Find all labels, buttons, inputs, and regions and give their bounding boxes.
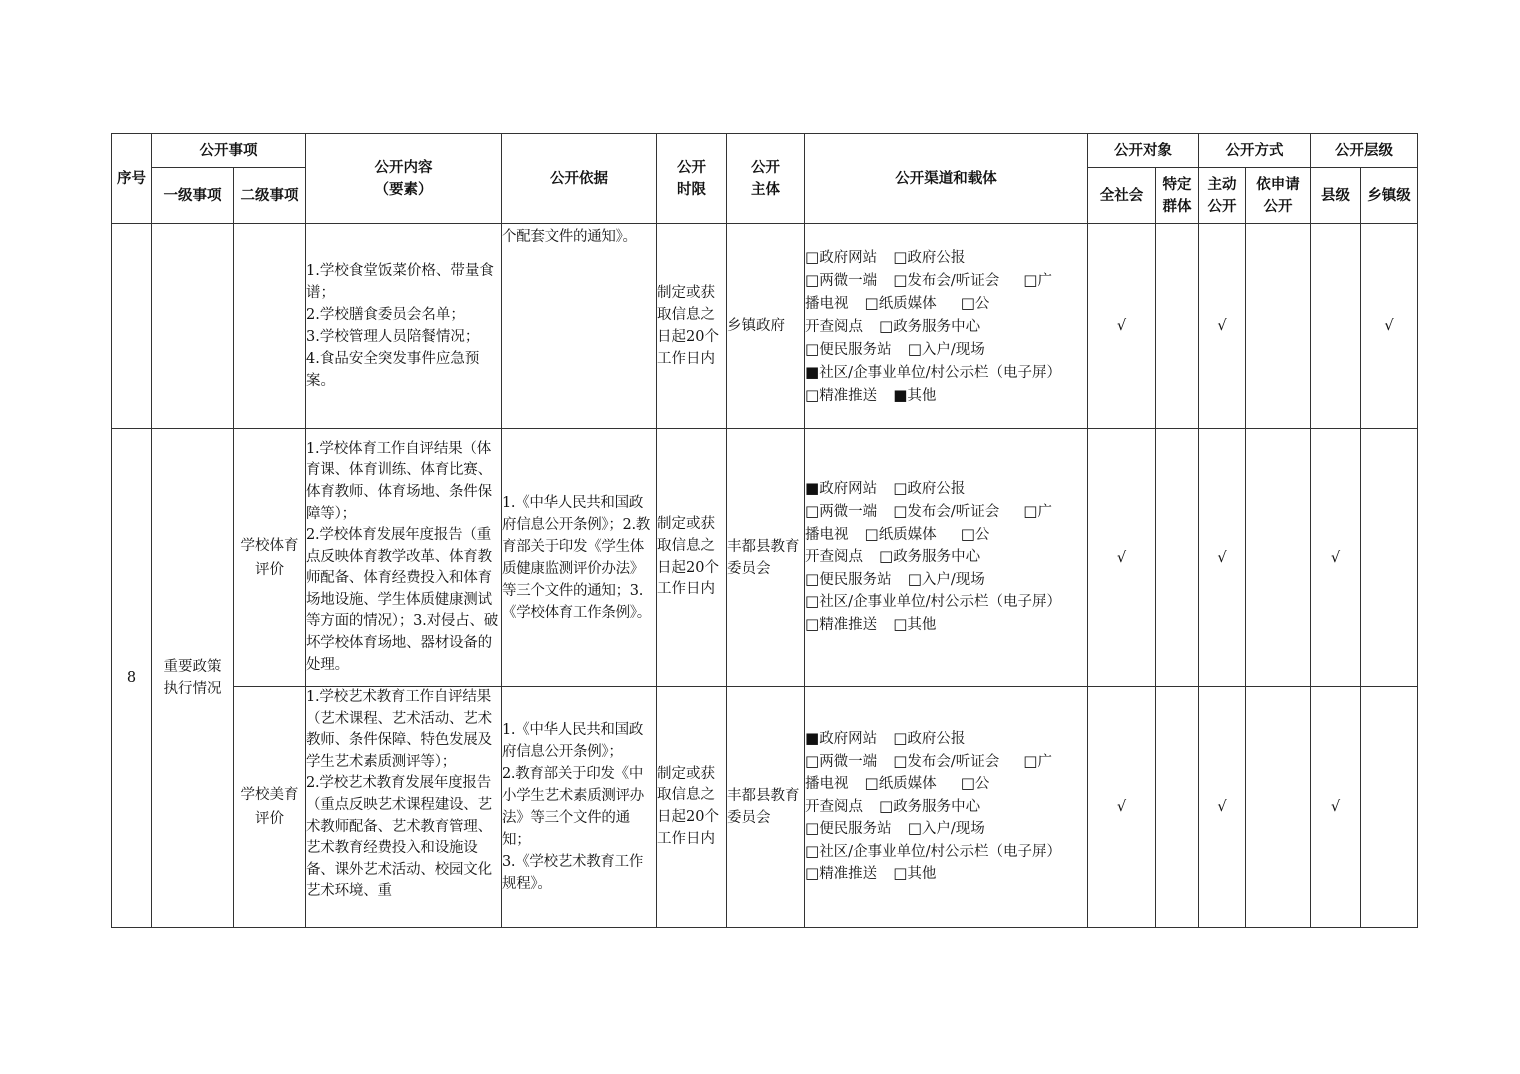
channel-label: 政府公报: [907, 249, 966, 266]
cell-level2: 学校体育评价: [234, 429, 306, 687]
channel-line: [805, 773, 1087, 796]
unchecked-box-icon: □: [1023, 751, 1038, 770]
channel-label: 社区/企事业单位/村公示栏（电子屏）: [819, 594, 1061, 611]
channel-label: 两微一端: [819, 504, 878, 521]
header-basis: 公开依据: [502, 134, 657, 224]
header-target-specific-line1: 特定: [1162, 175, 1192, 193]
cell-level2: [234, 224, 306, 429]
unchecked-box-icon: □: [893, 864, 908, 883]
channel-label: 纸质媒体: [878, 776, 937, 793]
channel-label: 其他: [907, 866, 937, 883]
cell-limit: 制定或获取信息之日起20个工作日内: [657, 687, 727, 928]
channel-line: [805, 841, 1087, 864]
text-line: 1.学校体育工作自评结果（体育课、体育训练、体育比赛、体育教师、体育场地、条件保障等）；: [306, 440, 492, 522]
unchecked-box-icon: □: [805, 502, 820, 521]
unchecked-box-icon: □: [805, 270, 820, 289]
unchecked-box-icon: □: [805, 751, 820, 770]
cell-town: [1361, 429, 1418, 687]
unchecked-box-icon: □: [879, 316, 894, 335]
header-target-all: 全社会: [1088, 168, 1156, 224]
table-row: [112, 429, 1418, 687]
text-line: 2.学校艺术教育发展年度报告（重点反映艺术课程建设、艺术教师配备、艺术教育管理、艺术教育经费投入和设施设备、课外艺术活动、校园文化艺术环境、重: [306, 775, 492, 900]
cell-seq: [112, 224, 152, 429]
cell-all-society: √: [1088, 687, 1156, 928]
text-line: 4.食品安全突发事件应急预案。: [306, 351, 480, 389]
channel-label: 政务服务中心: [893, 318, 981, 335]
channel-label: 两微一端: [819, 272, 878, 289]
channel-line: [805, 478, 1087, 501]
text-line: 1.学校食堂饭菜价格、带量食谱；: [306, 263, 494, 301]
cell-level1: [152, 224, 234, 429]
channel-label: 政府公报: [907, 481, 966, 498]
channel-line: [805, 614, 1087, 637]
cell-basis: 个配套文件的通知》。: [502, 224, 657, 429]
unchecked-box-icon: □: [907, 569, 922, 588]
text-line: 1.《中华人民共和国政府信息公开条例》；: [502, 722, 644, 760]
channel-line: [805, 292, 1087, 315]
unchecked-box-icon: □: [907, 819, 922, 838]
header-mode-apply-line2: 公开: [1263, 197, 1293, 215]
cell-apply: [1246, 687, 1311, 928]
cell-content: [306, 224, 502, 429]
channel-label: 精准推送: [819, 616, 878, 633]
header-mode-active-line1: 主动: [1207, 175, 1237, 193]
unchecked-box-icon: □: [893, 614, 908, 633]
channel-line: [805, 246, 1087, 269]
channel-label: 开查阅点: [805, 798, 863, 815]
cell-specific: [1156, 429, 1199, 687]
cell-subject: 乡镇政府: [727, 224, 805, 429]
channel-label: 广: [1037, 753, 1052, 770]
header-target-specific: [1156, 168, 1199, 224]
channel-label: 开查阅点: [805, 549, 863, 566]
cell-subject: 丰都县教育委员会: [727, 429, 805, 687]
channel-label: 公: [974, 776, 990, 793]
header-limit-line2: 时限: [677, 180, 706, 198]
channel-label: 开查阅点: [805, 318, 863, 335]
unchecked-box-icon: □: [805, 864, 820, 883]
unchecked-box-icon: □: [893, 479, 908, 498]
channel-label: 公: [974, 526, 990, 543]
header-items-group: 公开事项: [152, 134, 306, 168]
unchecked-box-icon: □: [893, 751, 908, 770]
cell-content: [306, 687, 502, 928]
disclosure-table: [111, 133, 1418, 928]
channel-label: 播电视: [805, 526, 849, 543]
unchecked-box-icon: □: [893, 502, 908, 521]
channel-label: 公: [974, 295, 990, 312]
channel-label: 入户/现场: [921, 341, 985, 358]
header-limit-line1: 公开: [677, 158, 706, 176]
header-channels: 公开渠道和载体: [805, 134, 1088, 224]
cell-level1: 重要政策执行情况: [152, 429, 234, 928]
channel-label: 发布会/听证会: [907, 504, 1000, 521]
unchecked-box-icon: □: [805, 819, 820, 838]
text-line: 3.学校管理人员陪餐情况；: [306, 329, 480, 345]
cell-county: √: [1311, 429, 1361, 687]
header-mode-apply-line1: 依申请: [1256, 175, 1300, 193]
unchecked-box-icon: □: [960, 774, 975, 793]
channel-label: 发布会/听证会: [907, 753, 1000, 770]
channel-line: [805, 751, 1087, 774]
channel-label: 政务服务中心: [893, 798, 981, 815]
channel-line: [805, 384, 1087, 407]
unchecked-box-icon: □: [805, 569, 820, 588]
cell-channels: [805, 429, 1088, 687]
text-line: 2.教育部关于印发《中小学生艺术素质测评办法》等三个文件的通知；: [502, 766, 644, 848]
unchecked-box-icon: □: [864, 774, 879, 793]
header-target-group: 公开对象: [1088, 134, 1199, 168]
channel-line: [805, 863, 1087, 886]
cell-limit: 制定或获取信息之日起20个工作日内: [657, 429, 727, 687]
channel-label: 其他: [907, 387, 937, 404]
unchecked-box-icon: □: [864, 293, 879, 312]
channel-label: 其他: [907, 616, 937, 633]
cell-all-society: √: [1088, 429, 1156, 687]
header-subject-line1: 公开: [751, 158, 780, 176]
cell-apply: [1246, 224, 1311, 429]
unchecked-box-icon: □: [805, 592, 820, 611]
unchecked-box-icon: □: [893, 270, 908, 289]
table-row: [112, 687, 1418, 928]
channel-line: [805, 796, 1087, 819]
cell-county: √: [1311, 687, 1361, 928]
channel-label: 政府网站: [819, 481, 878, 498]
unchecked-box-icon: □: [805, 247, 820, 266]
channel-label: 发布会/听证会: [907, 272, 1000, 289]
channel-label: 纸质媒体: [878, 295, 937, 312]
cell-all-society: √: [1088, 224, 1156, 429]
channel-line: [805, 501, 1087, 524]
unchecked-box-icon: □: [1023, 270, 1038, 289]
header-target-specific-line2: 群体: [1162, 197, 1192, 215]
cell-county: [1311, 224, 1361, 429]
unchecked-box-icon: □: [805, 339, 820, 358]
cell-basis: 1.《中华人民共和国政府信息公开条例》；2.教育部关于印发《学生体质健康监测评价办法》等三个文件的通知；3.《学校体育工作条例》。: [502, 429, 657, 687]
header-content-line2: （要素）: [374, 180, 433, 198]
header-level2: 二级事项: [234, 168, 306, 224]
channel-line: [805, 728, 1087, 751]
channel-label: 便民服务站: [819, 341, 892, 358]
header-mode-active-line2: 公开: [1207, 197, 1237, 215]
cell-channels: [805, 224, 1088, 429]
channel-line: [805, 269, 1087, 292]
cell-active: √: [1199, 429, 1246, 687]
unchecked-box-icon: □: [805, 614, 820, 633]
header-subject-line2: 主体: [751, 180, 780, 198]
channel-label: 政府网站: [819, 249, 878, 266]
text-line: 1.学校艺术教育工作自评结果（艺术课程、艺术活动、艺术教师、条件保障、特色发展及学生艺术素质测评等）；: [306, 689, 492, 770]
channel-label: 便民服务站: [819, 571, 892, 588]
header-limit: [657, 134, 727, 224]
channel-line: [805, 338, 1087, 361]
checked-box-icon: ■: [805, 362, 820, 381]
channel-line: [805, 524, 1087, 547]
channel-line: [805, 591, 1087, 614]
checked-box-icon: ■: [805, 728, 820, 747]
unchecked-box-icon: □: [805, 385, 820, 404]
unchecked-box-icon: □: [893, 247, 908, 266]
header-level-group: 公开层级: [1311, 134, 1418, 168]
unchecked-box-icon: □: [879, 547, 894, 566]
channel-line: [805, 569, 1087, 592]
channel-label: 政府公报: [907, 730, 966, 747]
cell-seq: 8: [112, 429, 152, 928]
text-line: 2.学校膳食委员会名单；: [306, 307, 465, 323]
header-level-county: 县级: [1311, 168, 1361, 224]
cell-specific: [1156, 224, 1199, 429]
channel-line: [805, 315, 1087, 338]
cell-town: √: [1361, 224, 1418, 429]
checked-box-icon: ■: [805, 479, 820, 498]
channel-label: 播电视: [805, 295, 849, 312]
channel-label: 社区/企事业单位/村公示栏（电子屏）: [819, 364, 1061, 381]
channel-label: 政务服务中心: [893, 549, 981, 566]
cell-basis: [502, 687, 657, 928]
unchecked-box-icon: □: [960, 524, 975, 543]
header-content-line1: 公开内容: [374, 158, 433, 176]
header-mode-group: 公开方式: [1199, 134, 1311, 168]
text-line: 3.《学校艺术教育工作规程》。: [502, 854, 644, 892]
cell-active: √: [1199, 687, 1246, 928]
channel-label: 精准推送: [819, 866, 878, 883]
cell-level2: 学校美育评价: [234, 687, 306, 928]
channel-line: [805, 546, 1087, 569]
unchecked-box-icon: □: [907, 339, 922, 358]
channel-line: [805, 361, 1087, 384]
cell-apply: [1246, 429, 1311, 687]
unchecked-box-icon: □: [864, 524, 879, 543]
cell-specific: [1156, 687, 1199, 928]
channel-label: 政府网站: [819, 730, 878, 747]
cell-content: [306, 429, 502, 687]
unchecked-box-icon: □: [1023, 502, 1038, 521]
channel-label: 入户/现场: [921, 821, 985, 838]
header-subject: [727, 134, 805, 224]
header-mode-active: [1199, 168, 1246, 224]
cell-subject: 丰都县教育委员会: [727, 687, 805, 928]
channel-label: 播电视: [805, 776, 849, 793]
cell-town: [1361, 687, 1418, 928]
channel-label: 精准推送: [819, 387, 878, 404]
cell-active: √: [1199, 224, 1246, 429]
unchecked-box-icon: □: [879, 796, 894, 815]
header-level-town: 乡镇级: [1361, 168, 1418, 224]
text-line: 2.学校体育发展年度报告（重点反映体育教学改革、体育教师配备、体育经费投入和体育场地设施、学生体质健康测试等方面的情况）；3.对侵占、破坏学校体育场地、器材设备的处理。: [306, 527, 499, 673]
cell-channels: [805, 687, 1088, 928]
channel-label: 广: [1037, 272, 1052, 289]
unchecked-box-icon: □: [893, 728, 908, 747]
channel-line: [805, 818, 1087, 841]
header-level1: 一级事项: [152, 168, 234, 224]
channel-label: 广: [1037, 504, 1052, 521]
checked-box-icon: ■: [893, 385, 908, 404]
channel-label: 入户/现场: [921, 571, 985, 588]
header-seq: 序号: [112, 134, 152, 224]
header-mode-apply: [1246, 168, 1311, 224]
channel-label: 两微一端: [819, 753, 878, 770]
unchecked-box-icon: □: [960, 293, 975, 312]
channel-label: 社区/企事业单位/村公示栏（电子屏）: [819, 843, 1061, 860]
table-row: [112, 224, 1418, 429]
channel-label: 便民服务站: [819, 821, 892, 838]
unchecked-box-icon: □: [805, 841, 820, 860]
cell-limit: 制定或获取信息之日起20个工作日内: [657, 224, 727, 429]
channel-label: 纸质媒体: [878, 526, 937, 543]
header-content: [306, 134, 502, 224]
